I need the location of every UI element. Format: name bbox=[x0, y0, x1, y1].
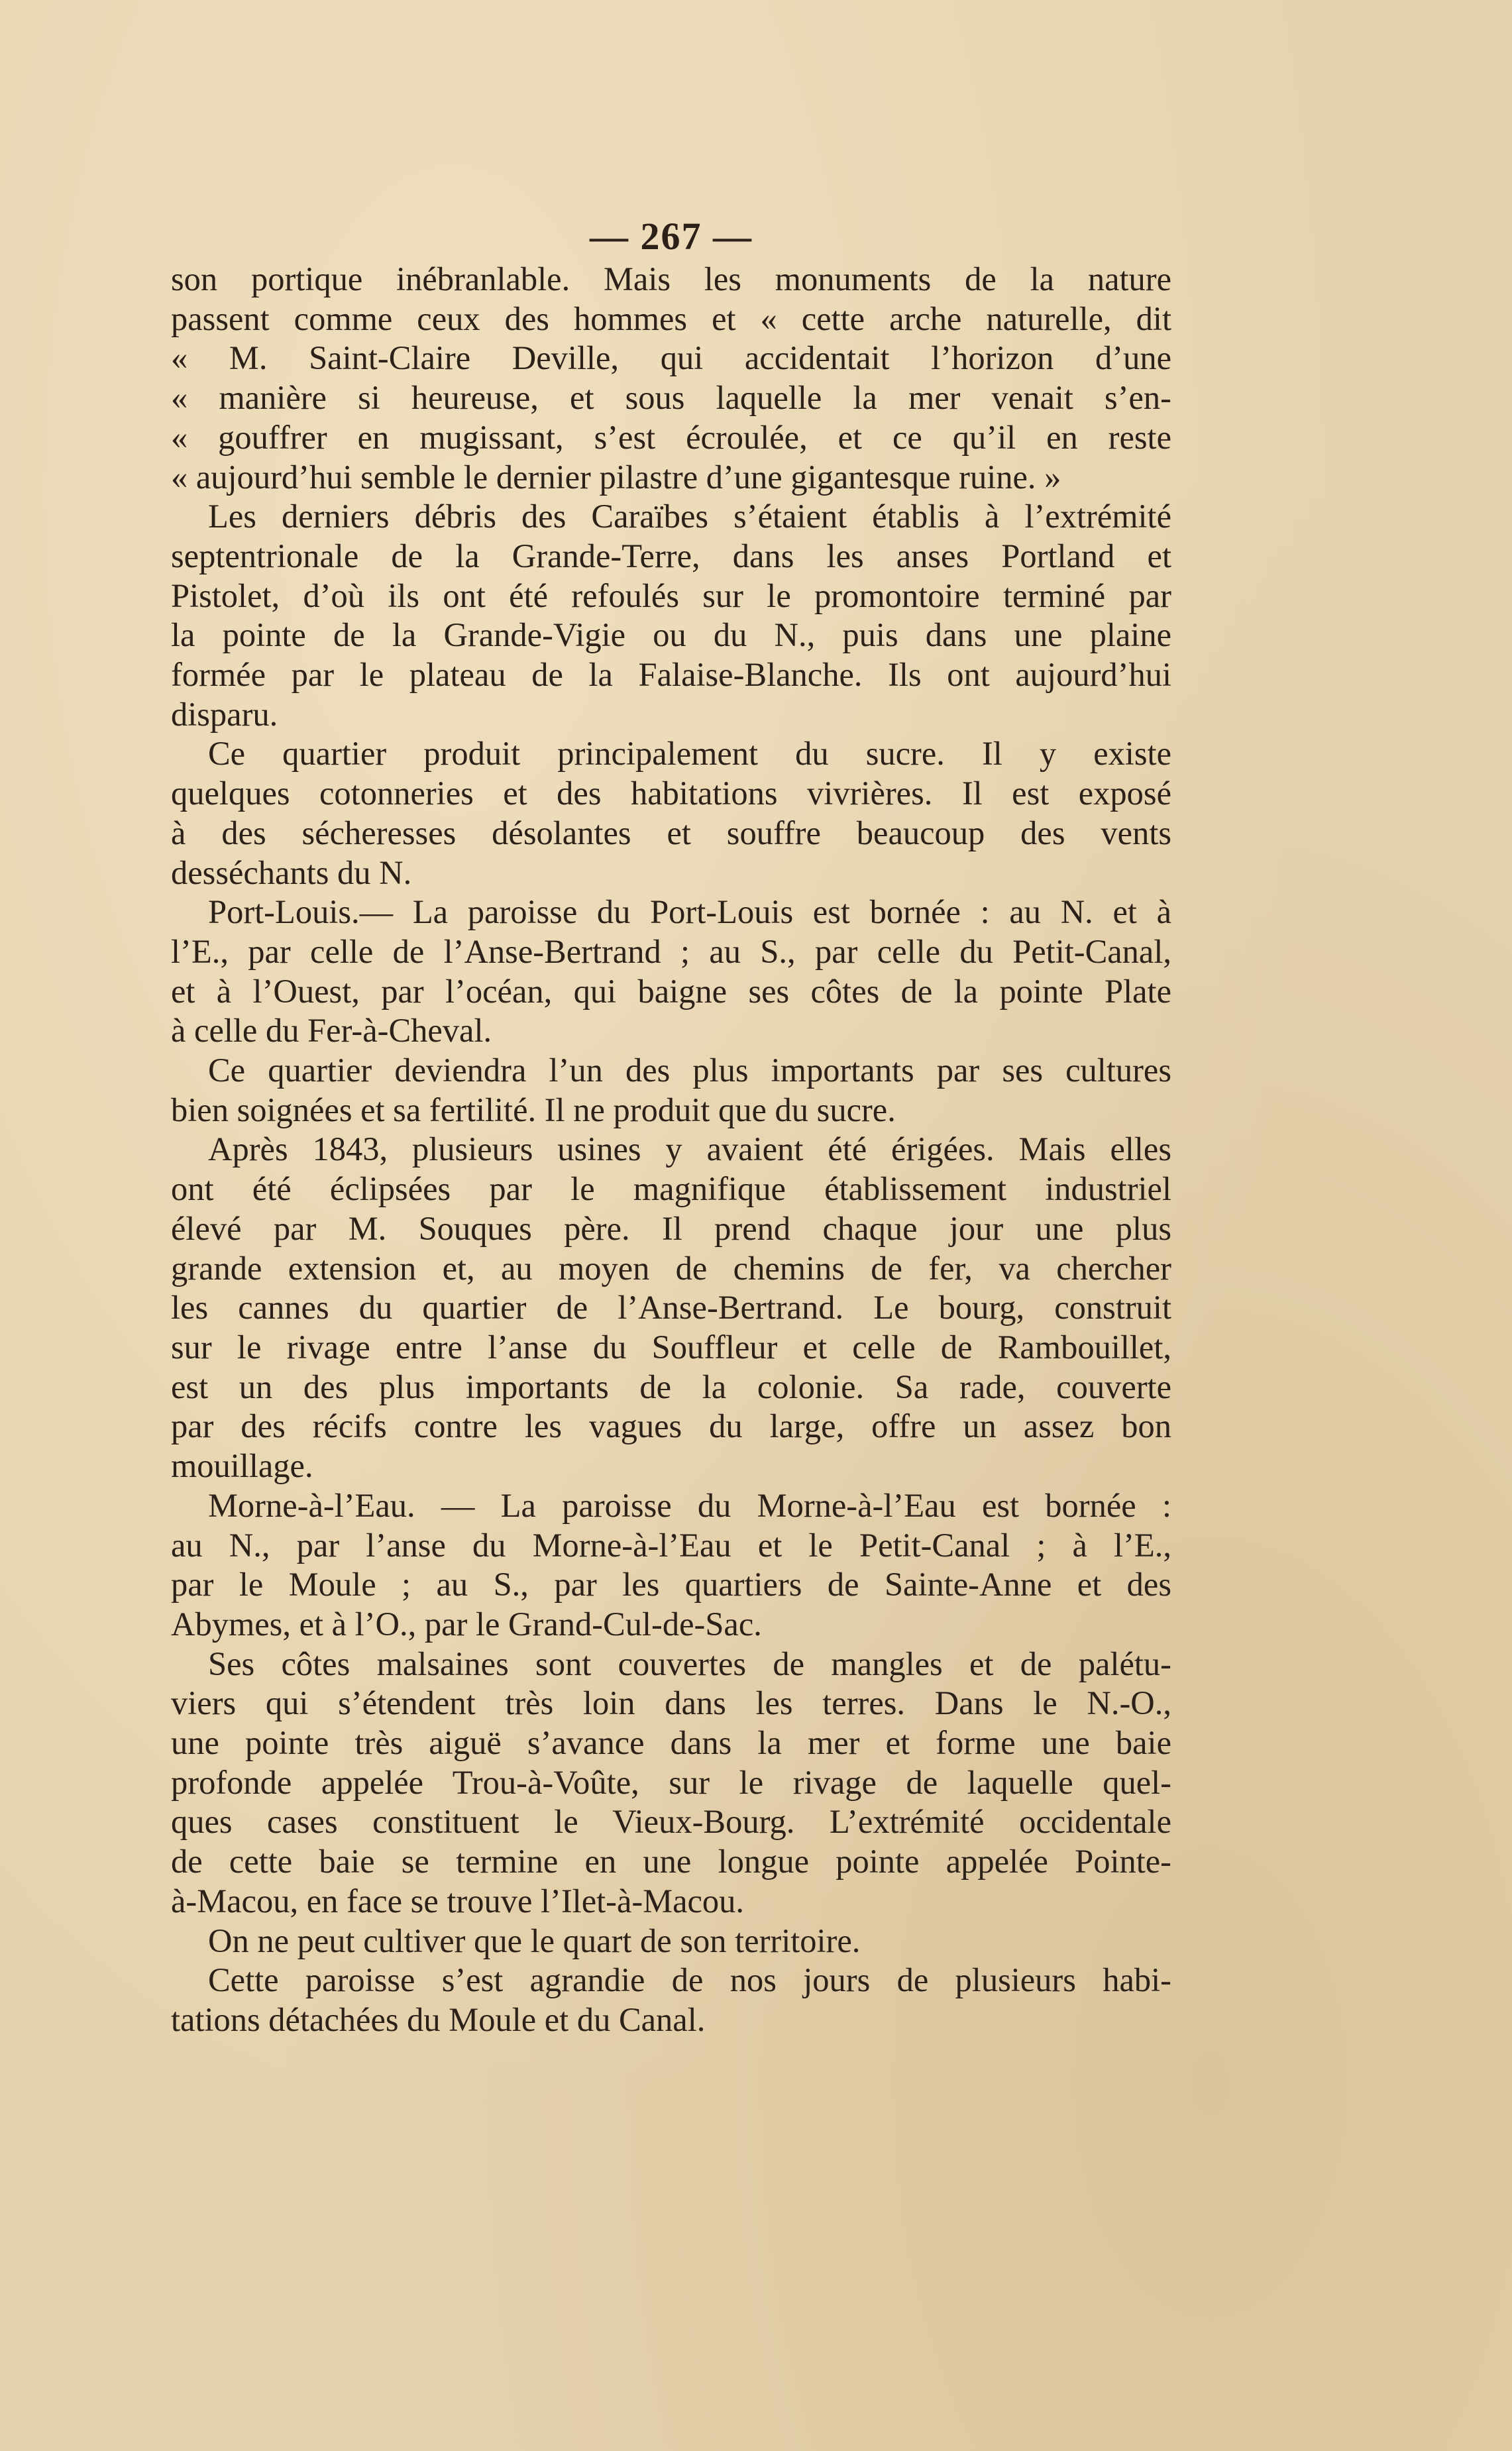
text-line: profonde appelée Trou-à-Voûte, sur le rivage de laquelle quel- bbox=[171, 1763, 1171, 1801]
text-line: Ce quartier deviendra l’un des plus importants par ses cultures bbox=[208, 1052, 1171, 1089]
text-line: ques cases constituent le Vieux-Bourg. L’extrémité occidentale bbox=[171, 1803, 1171, 1841]
text-line: quelques cotonneries et des habitations vivrières. Il est exposé bbox=[171, 775, 1171, 812]
text-line: passent comme ceux des hommes et « cette arche naturelle, dit bbox=[171, 300, 1171, 337]
text-line: ont été éclipsées par le magnifique établissement industriel bbox=[171, 1170, 1171, 1208]
text-line: mouillage. bbox=[171, 1447, 313, 1485]
text-line: viers qui s’étendent très loin dans les terres. Dans le N.-O., bbox=[171, 1684, 1171, 1722]
text-line: les cannes du quartier de l’Anse-Bertrand. Le bourg, construit bbox=[171, 1289, 1171, 1327]
text-line: « gouffrer en mugissant, s’est écroulée, et ce qu’il en reste bbox=[171, 418, 1171, 456]
text-line: Ce quartier produit principalement du sucre. Il y existe bbox=[208, 735, 1171, 773]
text-line: « M. Saint-Claire Deville, qui accidentait l’horizon d’une bbox=[171, 339, 1171, 377]
text-line: à-Macou, en face se trouve l’Ilet-à-Macou. bbox=[171, 1882, 745, 1920]
text-line: Ses côtes malsaines sont couvertes de mangles et de palétu- bbox=[208, 1645, 1171, 1682]
text-line: grande extension et, au moyen de chemins de fer, va chercher bbox=[171, 1249, 1171, 1287]
text-line: Pistolet, d’où ils ont été refoulés sur le promontoire terminé par bbox=[171, 576, 1171, 614]
text-line: sur le rivage entre l’anse du Souffleur et celle de Rambouillet, bbox=[171, 1328, 1171, 1366]
text-line: de cette baie se termine en une longue pointe appelée Pointe- bbox=[171, 1843, 1171, 1880]
page-number: — 267 — bbox=[590, 215, 753, 258]
text-line: On ne peut cultiver que le quart de son territoire. bbox=[208, 1922, 861, 1959]
text-line: par le Moule ; au S., par les quartiers de Sainte-Anne et des bbox=[171, 1566, 1171, 1604]
text-line: son portique inébranlable. Mais les monuments de la nature bbox=[171, 260, 1171, 298]
text-line: Les derniers débris des Caraïbes s’étaient établis à l’extrémité bbox=[208, 498, 1171, 535]
text-line: Cette paroisse s’est agrandie de nos jours de plusieurs habi- bbox=[208, 1961, 1171, 1999]
text-line: disparu. bbox=[171, 695, 278, 733]
text-line: desséchants du N. bbox=[171, 853, 412, 891]
body-text bbox=[171, 260, 1171, 2040]
text-line: est un des plus importants de la colonie. Sa rade, couverte bbox=[171, 1368, 1171, 1405]
text-line: tations détachées du Moule et du Canal. bbox=[171, 2000, 706, 2038]
text-line: Port-Louis.— La paroisse du Port-Louis est bornée : au N. et à bbox=[208, 893, 1171, 931]
text-line: et à l’Ouest, par l’océan, qui baigne ses côtes de la pointe Plate bbox=[171, 972, 1171, 1010]
text-line: formée par le plateau de la Falaise-Blanche. Ils ont aujourd’hui bbox=[171, 656, 1171, 694]
text-line: au N., par l’anse du Morne-à-l’Eau et le Petit-Canal ; à l’E., bbox=[171, 1526, 1171, 1564]
text-line: Après 1843, plusieurs usines y avaient été érigées. Mais elles bbox=[208, 1130, 1171, 1168]
text-line: Morne-à-l’Eau. — La paroisse du Morne-à-l’Eau est bornée : bbox=[208, 1486, 1171, 1524]
text-line: septentrionale de la Grande-Terre, dans les anses Portland et bbox=[171, 537, 1171, 574]
text-line: à des sécheresses désolantes et souffre beaucoup des vents bbox=[171, 814, 1171, 851]
book-page bbox=[171, 213, 1171, 2267]
text-line: à celle du Fer-à-Cheval. bbox=[171, 1012, 492, 1050]
text-line: la pointe de la Grande-Vigie ou du N., puis dans une plaine bbox=[171, 616, 1171, 654]
text-line: « aujourd’hui semble le dernier pilastre d’une gigantesque ruine. » bbox=[171, 458, 1061, 496]
text-line: élevé par M. Souques père. Il prend chaque jour une plus bbox=[171, 1209, 1171, 1247]
text-line: « manière si heureuse, et sous laquelle la mer venait s’en- bbox=[171, 379, 1171, 417]
text-line: une pointe très aiguë s’avance dans la mer et forme une baie bbox=[171, 1724, 1171, 1762]
text-line: bien soignées et sa fertilité. Il ne produit que du sucre. bbox=[171, 1091, 896, 1128]
text-line: Abymes, et à l’O., par le Grand-Cul-de-Sac. bbox=[171, 1605, 762, 1643]
text-line: par des récifs contre les vagues du large, offre un assez bon bbox=[171, 1407, 1171, 1445]
text-line: l’E., par celle de l’Anse-Bertrand ; au S., par celle du Petit-Canal, bbox=[171, 932, 1171, 970]
